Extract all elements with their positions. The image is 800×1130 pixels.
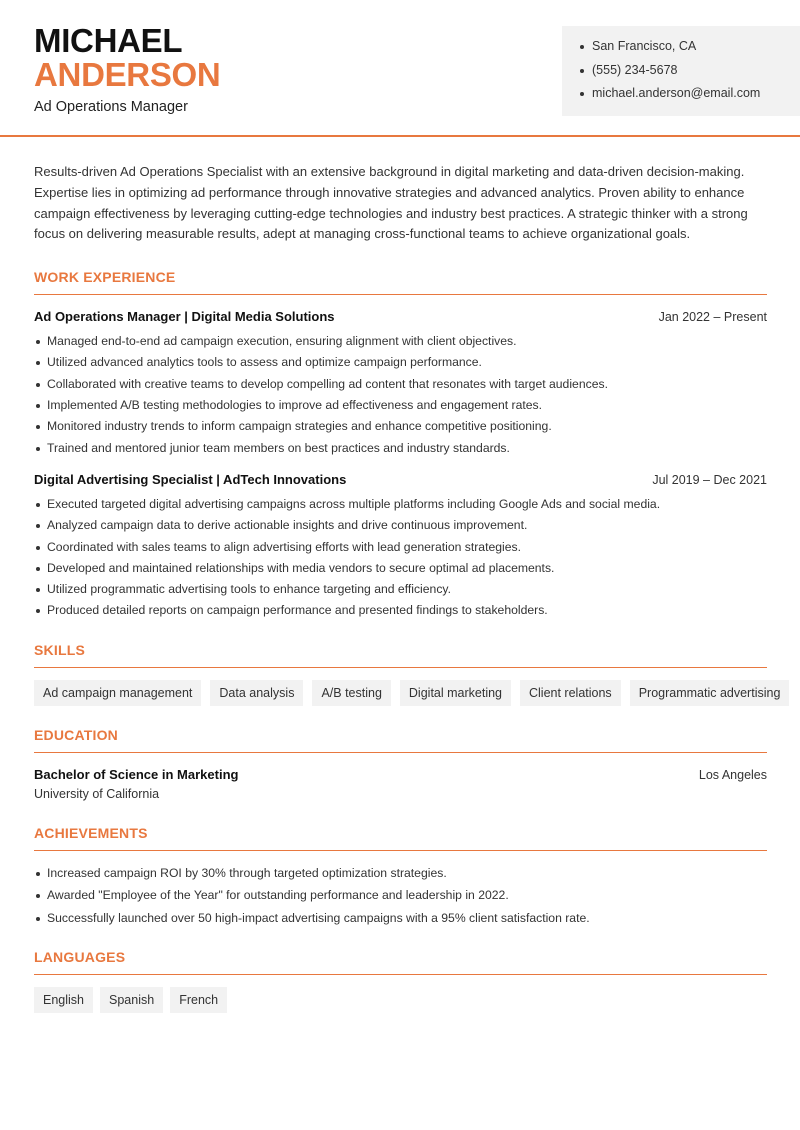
language-chip: French <box>170 987 227 1013</box>
bullet-icon <box>580 69 584 73</box>
list-item: Managed end-to-end ad campaign execution, ensuring alignment with client objectives. <box>34 333 767 354</box>
skill-chip: Client relations <box>520 680 621 706</box>
list-item: Coordinated with sales teams to align advertising efforts with lead generation strategies. <box>34 539 767 560</box>
skill-chip: Data analysis <box>210 680 303 706</box>
resume-body <box>34 137 781 1013</box>
list-item: Awarded "Employee of the Year" for outstanding performance and leadership in 2022. <box>34 887 767 910</box>
job-date: Jul 2019 – Dec 2021 <box>652 472 767 487</box>
list-item: Implemented A/B testing methodologies to improve ad effectiveness and engagement rates. <box>34 397 767 418</box>
education-location: Los Angeles <box>698 767 767 782</box>
list-item: Produced detailed reports on campaign performance and presented findings to stakeholders. <box>34 602 767 623</box>
education-section <box>34 727 767 801</box>
skill-chip: A/B testing <box>312 680 390 706</box>
job-header <box>34 472 767 487</box>
skill-chip: Digital marketing <box>400 680 511 706</box>
language-chip: Spanish <box>100 987 163 1013</box>
list-item: Increased campaign ROI by 30% through targeted optimization strategies. <box>34 865 767 888</box>
job-bullets <box>34 496 767 624</box>
language-chip: English <box>34 987 93 1013</box>
contact-location-text: San Francisco, CA <box>592 39 697 53</box>
job-header <box>34 309 767 324</box>
candidate-name <box>34 24 220 92</box>
job-date: Jan 2022 – Present <box>658 310 767 325</box>
contact-location <box>580 38 800 62</box>
contact-email-text: michael.anderson@email.com <box>592 86 761 100</box>
section-title-achievements: ACHIEVEMENTS <box>34 825 767 851</box>
job-entry <box>34 309 767 461</box>
job-title: Ad Operations Manager <box>34 99 188 115</box>
contact-email <box>580 85 800 109</box>
education-header <box>34 767 767 782</box>
job-bullets <box>34 333 767 461</box>
job-role: Ad Operations Manager | Digital Media Solutions <box>34 309 335 325</box>
section-title-work: WORK EXPERIENCE <box>34 269 767 295</box>
list-item: Monitored industry trends to inform campaign strategies and enhance competitive positioning. <box>34 418 767 439</box>
degree: Bachelor of Science in Marketing <box>34 766 239 782</box>
achievements-section <box>34 825 767 933</box>
list-item: Collaborated with creative teams to develop compelling ad content that resonates with target audiences. <box>34 376 767 397</box>
job-entry <box>34 472 767 624</box>
list-item: Successfully launched over 50 high-impact advertising campaigns with a 95% client satisfaction rate. <box>34 910 767 933</box>
list-item: Utilized programmatic advertising tools to enhance targeting and efficiency. <box>34 581 767 602</box>
bullet-icon <box>580 45 584 49</box>
languages-section <box>34 949 767 1013</box>
languages-list <box>34 987 767 1013</box>
skill-chip: Ad campaign management <box>34 680 201 706</box>
contact-phone <box>580 62 800 86</box>
contact-box <box>562 26 800 116</box>
section-title-education: EDUCATION <box>34 727 767 753</box>
section-title-skills: SKILLS <box>34 642 767 668</box>
first-name: MICHAEL <box>34 22 183 59</box>
contact-phone-text: (555) 234-5678 <box>592 62 678 77</box>
job-role: Digital Advertising Specialist | AdTech Innovations <box>34 471 347 487</box>
summary: Results-driven Ad Operations Specialist with an extensive background in digital marketing and data-driven decision-making. Expertise lies in optimizing ad performance through innovative strategies and advanced analytics. Proven ability to enhance campaign effectiveness by leveraging cutting-edge technologies and industry best practices. A strategic thinker with a strong focus on delivering measurable results, adept at managing cross-functional teams to achieve organizational goals. <box>34 164 748 242</box>
skills-section <box>34 641 781 706</box>
resume-header <box>0 0 800 137</box>
section-title-languages: LANGUAGES <box>34 949 767 975</box>
work-experience-section <box>34 269 767 624</box>
list-item: Trained and mentored junior team members on best practices and industry standards. <box>34 440 767 461</box>
bullet-icon <box>580 92 584 96</box>
list-item: Executed targeted digital advertising campaigns across multiple platforms including Google Ads and social media. <box>34 496 767 517</box>
skills-list <box>34 680 781 706</box>
list-item: Utilized advanced analytics tools to assess and optimize campaign performance. <box>34 354 767 375</box>
list-item: Developed and maintained relationships with media vendors to secure optimal ad placements. <box>34 560 767 581</box>
achievements-list <box>34 865 767 933</box>
list-item: Analyzed campaign data to derive actionable insights and drive continuous improvement. <box>34 517 767 538</box>
skill-chip: Programmatic advertising <box>630 680 790 706</box>
last-name: ANDERSON <box>34 56 221 93</box>
school-name: University of California <box>34 786 160 801</box>
